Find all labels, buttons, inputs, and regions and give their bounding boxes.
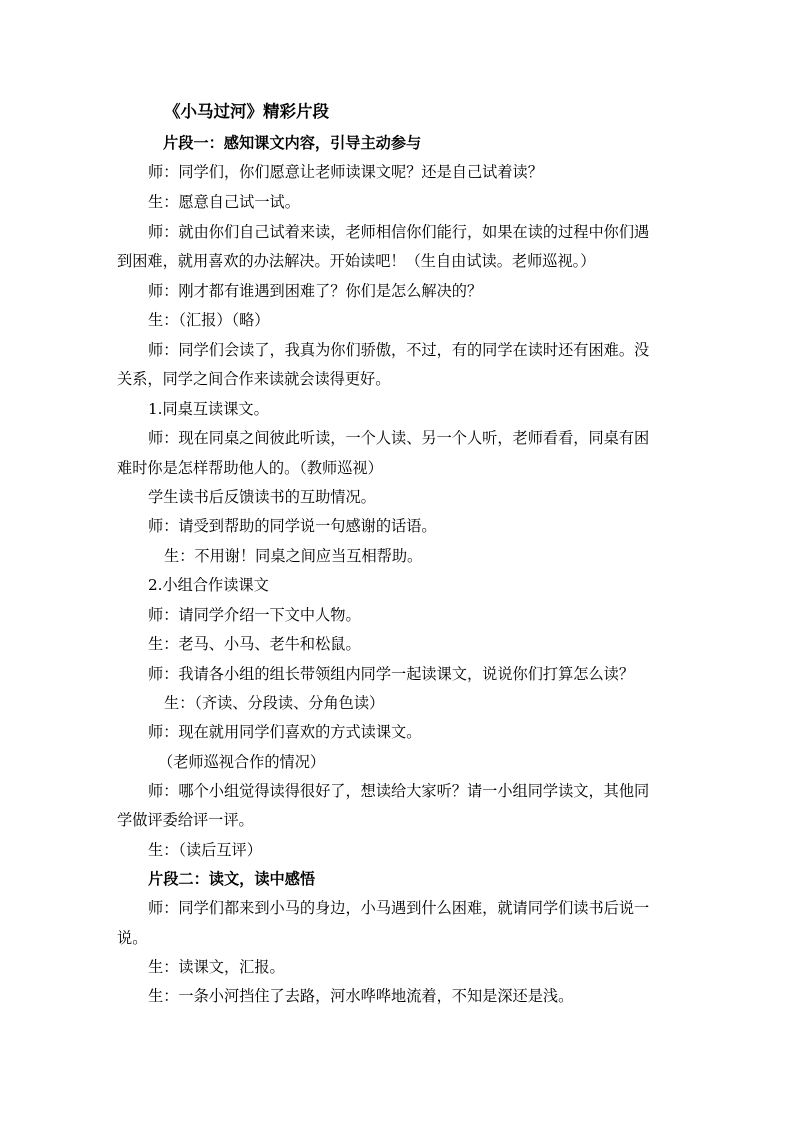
paragraph: 师：同学们，你们愿意让老师读课文呢？还是自己试着读？ (148, 163, 543, 181)
paragraph: 师：同学们都来到小马的身边，小马遇到什么困难，就请同学们读书后说一 (148, 899, 650, 917)
list-item: 1.同桌互读课文。 (148, 400, 269, 418)
paragraph: 师：同学们会读了，我真为你们骄傲，不过，有的同学在读时还有困难。没 (148, 341, 650, 359)
paragraph: 生：愿意自己试一试。 (148, 193, 300, 211)
paragraph: 师：请受到帮助的同学说一句感谢的话语。 (148, 517, 437, 535)
paragraph: 生：不用谢！同桌之间应当互相帮助。 (164, 547, 423, 565)
paragraph: 师：我请各小组的组长带领组内同学一起读课文，说说你们打算怎么读？ (148, 665, 634, 683)
paragraph-continuation: 难时你是怎样帮助他人的。（教师巡视） (117, 459, 383, 477)
paragraph: 生：（汇报）（略） (148, 311, 270, 329)
paragraph-continuation: 关系，同学之间合作来读就会读得更好。 (117, 370, 391, 388)
document-title: 《小马过河》精彩片段 (164, 102, 329, 121)
paragraph-continuation: 说。 (117, 929, 148, 947)
paragraph: 生：老马、小马、老牛和松鼠。 (148, 635, 361, 653)
list-item: 2.小组合作读课文 (148, 576, 269, 594)
paragraph: 师：现在同桌之间彼此听读，一个人读、另一个人听，老师看看，同桌有困 (148, 429, 650, 447)
paragraph-continuation: 学做评委给评一评。 (117, 811, 254, 829)
section-heading-2: 片段二：读文，读中感悟 (148, 870, 316, 888)
section-heading-1: 片段一：感知课文内容，引导主动参与 (163, 134, 422, 152)
paragraph: （老师巡视合作的情况） (158, 753, 326, 771)
paragraph: 生：一条小河挡住了去路，河水哗哗地流着，不知是深还是浅。 (148, 987, 574, 1005)
paragraph: 师：请同学介绍一下文中人物。 (148, 606, 361, 624)
paragraph: 生：读课文，汇报。 (148, 958, 285, 976)
paragraph: 生：（齐读、分段读、分角色读） (164, 694, 385, 712)
paragraph: 学生读书后反馈读书的互助情况。 (148, 488, 376, 506)
paragraph: 师：现在就用同学们喜欢的方式读课文。 (148, 723, 422, 741)
paragraph: 生：（读后互评） (148, 841, 262, 859)
paragraph-continuation: 到困难，就用喜欢的办法解决。开始读吧！（生自由试读。老师巡视。） (117, 252, 596, 270)
paragraph: 师：就由你们自己试着来读，老师相信你们能行，如果在读的过程中你们遇 (148, 223, 650, 241)
paragraph: 师：哪个小组觉得读得很好了，想读给大家听？请一小组同学读文，其他同 (148, 782, 650, 800)
paragraph: 师：刚才都有谁遇到困难了？你们是怎么解决的？ (148, 282, 483, 300)
